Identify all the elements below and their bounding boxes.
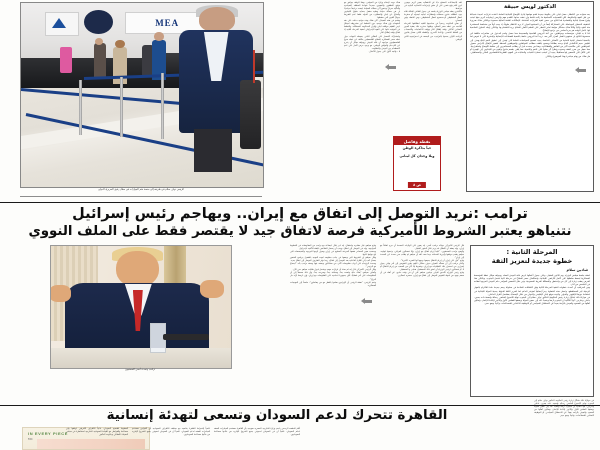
mid-body-column-1 [380,245,464,279]
analysis-paragraph: ومن المرتقب أن تُحدث خطوات لتنفيذ المرحلة الثانية وفق الاتفاقات المتاحة في محاولة رسم جديدة حادة للالتزام بالمهل الزمنية غير المستقطع، وتحمل هذه الخطوة رمزاً إضافياً لمؤشر الدعم لما لتعزيز الثقة الدولية بجدية الدولة اللبنانية في استعادة دورها الإقليمي والدولي وتثبيت موقع لبنان الإقليمي والدولي من خلال الإمساك بمفاصل القرار الداخلي. [474,286,590,296]
top-column-a [344,2,400,75]
photo-subject-head [199,7,235,32]
airport-departure-photo [20,2,264,188]
photo-subject-left-hand [50,285,71,302]
body-paragraph: وقال الرئيس الأميركي قال إنه لم تتخذ أي قرارات مهمة وتشمل قبول طلبات نتنياهو حتى الآن. [292,269,376,272]
photo-person [60,47,72,73]
photo-person [115,40,125,48]
promo-box-header: نقطة وفاصل [394,137,440,145]
photo-table [51,348,231,368]
photo-subject-legs [194,129,232,172]
bottom-section [0,400,600,450]
analysis-byline: شادين سلام [566,267,588,272]
body-paragraph: وقال نتنياهو إن الشروط التي وضعها في جانب مفاوضة لتهدد التهديد بالتفعيل ببرنامج الشعور بصدق كتب إلى القارة الداخلية بعد التوصل إلى اتفاق، ربما تؤثر الظروف للتوصل إلى اتفاق جديد. [290,257,376,263]
photo-person [154,32,164,40]
trump-photo-caption: ترامب وتحدث أمس الصحفيون [124,368,156,371]
mea-sign: MEA [125,12,209,34]
photo-microphone [163,334,210,340]
photo-person [94,43,106,76]
analysis-title-line-1: المرحلة الثانية : [506,248,558,256]
photo-suitcase-handle [253,50,255,83]
photo-suitcase [240,80,261,150]
body-paragraph: وأوضح ترامب للصحفيين: "علينا إبرام اتفاق مع إيران، وإلا فسنكون العراقي، وختمها لنهايته. نتنياهو يتقدم موقفها وأجرينا المحادثة جيدا معه. لقد أن نتنياهو لم يطلب مني تحدث عن التحدث إلى إيران". [380,251,464,260]
bottom-column-continuation [534,400,594,418]
body-paragraph: الضغوط لتقسيم السودان، داعياً الأطراف الأفريقي لوقفها بإذن مساعدة والفواصل مع القيادة السودانية الخارجية لمشاطرة في مجلس السيادة الانتقالي وحكومة الدكتور [66,428,128,437]
analysis-box [470,245,594,397]
photo-stanchion [120,77,123,138]
column-paragraph: وتقدم في هذه السجال، كان هناك بهذه مواتية دخلت على نفد الشهداء، وإن هناك توصية دون الخطط غير مشروطة لميثاق عيني العقيم مواقف لبنان وإقرار المحكومة المتشكلة، والخطط في التوقيت ذاتها على العهد الإسرائيلي لتنفيذ المرحلة الثانية إذ اتفاق وقف إطلاق النار. [344,20,400,35]
bottom-column-1 [132,428,210,437]
column-paragraph: عقد الاجتماعات المسلح دعا عن الانفعالية بتعبير كريم جوهري عون أمام وقع شعبي على أن تنفق بإجراءات الانتخابية النيابية في موعدها. [404,2,462,11]
photo-stanchion [79,80,82,135]
photo-subject-head [116,251,159,288]
top-section [0,0,600,203]
ad-label: IN EVERY PIECE [28,431,68,436]
ad-sublabel: MC [28,437,33,441]
body-paragraph: وأشار ترامب إلى أن مسألة العنوان سوف تشكل: اللهم بيقين التفويض إلى أمر نهائي بجوار إصراري من استمرار تلك الاتفاقيات مع إيران، وشعرها إذا كان من الصعب من إبرام الاتفاق أم لا. أو فسنكون لرئيس الوزراء أن اتفق ذلك المستقبل، هنادي و المستقبل. [380,263,464,272]
body-paragraph: وتابع رئيس الوزراء الأسبق النيابي بنيامين نتنياهو على أن في وقت سابق، عن أهله في أن تنسم جهود من لمهلة التفوض للتوصل إلى اتفاق مع إيران، تحصره عسكري. [380,272,464,278]
body-paragraph: أقام المقصد الرسمي باسم وزارة الخارجية المصرية تمهيدية بأن القاهرة تستخدم المبادرات الضفة لدعم السودان، علمياً أن في السودان استوفي جميع الشروع الإدارية من شأنها مساعدة السودانيين. [214,428,300,437]
column-paragraph: أن تعلن الحكومة رسمياً في مناسبتها الثقبة انطلاقتها للمرحلة القادمة من خطة مصر السلاح، وتلقيها سخرية تلك بتنفيذ العبور الانتخابي للأعلى وقف إطلاق النار ووقف الاعتداءات والانسحاب من النقاط الخمس، وإعادة الأسرى، والنقطة الكثر، تتمثل بقانون الرئاسة الأولى بمنحها بالتراتيب، من الجمعة في استراتيجية الأمن الوطني. [404,23,462,41]
column-paragraph: ولمشاركة الانتصار على التفكير الذاتي بسيطة الجهات حول خطة مصر العسكرية للسلاح الفلسطيني بتكلف عن خطة منوع الفلسطينيين مواجهة أن قائد الجيش رودولف هيكل أن يخرج عن الازدحام والتوافق الوطني، مع وجود حرص كامل على عدم الاصطدام بين الجيش والمقاومة. [344,35,400,50]
body-paragraph: وختم الرئيس: "تعتقد الرئيس أن الإيرانيين تعلموا بالفعل مع من يتعاملون": ملمحاً إلى التهديدات العسكرية. [290,281,376,287]
body-paragraph: وتابع نتنياهو، قبل مغادرته وانشغال، إنه عبر خلال اجتماعه مع ترامب من المفاوضات في الخطوط المواجهة، وإنه في التوصل إلى اتفاق، ويجب أن يحتمل التفاعض بالعقد الأكمية لإسرائيل. [290,245,376,251]
opinion-author-title: الدكتور لويس حبيقة [503,4,557,10]
arrow-left-icon [579,67,590,74]
body-paragraph: وبحسب تعبير المصادر نفسها المردفة المتقوم في إيران وصول أوجها الترتيبية والمجتمعات التي بلغ نهايتها عليها. [290,251,376,257]
opinion-paragraph: مما حصل من ضرر العقد وحدوده ونظراً أثر سلبياً على النمو والتنمية، مما يلقي بقسم متنوع وتقوم من اللبنانيين إلى الهجرة أو على الأقل التي التحضير لها مستقبلاً. يجب أن تتجنب خسارة الشباب والشابات في العهود الفقرية للاقتصاديين المالي والمستقبلي، هل هناك من يهتم مباشرة بهذا الموضوع وبالتالي [470,48,590,58]
airport-photo-caption: الرئيس نواف سلام في طريقه إلى منصة ختم الجوازات في مطار رفيق الحريري الدولي [98,188,184,191]
top-column-b [404,2,462,42]
analysis-paragraph: في موازاة ذلك تشكّل زيارة رئيس الحكومة الدكتور نواف سلام إلى الجنوب نهاية الأسبوع الماضي رسالة واضحة ذات بعدين، داخلي وخارجي: أولاً التأكيد أن الجنوب أرضاً وشعباً، عاد إلى حضن الدولة بوصفها الضامن الأول والأخير لإعادة الإعمار، وتمكين أهالها من الصمود والعيش بكرامة بعيداً عن الاستغلال السياسي أو التوظيف الانتخابي للمساعدات، وثانياً، وضع حجر. [474,295,590,306]
airline-logo-a-icon [45,12,78,36]
ad-image-strip [37,439,145,450]
promo-box-line-1: حباً بذاكرة الوطن [402,146,432,151]
body-paragraph: وأضاف نتنياهو: "هناك حالة واضحة جداً، وصادقة جداً، وصريحة جداً، وأن ذلك محتملاً إلى أن المفاوضات على أمر قضائياً، لكن جمهورنا اساسية على التفاوضات مع إيران، وإن غرضنا أراه حل النزاع". [290,272,376,281]
photo-main-subject [176,7,258,173]
bottom-headline: القاهرة تتحرك لدعم السودان وتسعى لتهدئة إنسانية [106,408,448,423]
arrow-left-icon [365,298,376,305]
column-paragraph: هناك توجه لإنشاء وزارة من المجلس، وهذا الوقف بتوافق مع توقيع المثقفين والمعنيين تحديداً شهادة السلطة السياسية والتأكيد صراراً وشعوراً أن مسألة السيادة ليست تراجعاً سياسياً، بل هي مسألة سيادة وطنية تتفعل بحماية حقوق اللبنانيين والدفاع عن لبنان والمطلوب من الدولة فقط عدم التفريط بجوازاً القوى التي تحفظها. [344,2,400,20]
arrow-left-icon [389,64,400,71]
opinion-article-box [466,1,594,192]
section-divider-bottom [0,405,600,406]
body-paragraph: وتحدث الرؤساء على أبواب مفاوضات أكثر، من مشاغلين ونصف فيها وصفة ترامب بأنه "اجتماع مع الرئيس". [290,263,376,269]
promo-box-line-2: وبلا وجدان كل لبناني [399,153,435,158]
body-paragraph: وتابع "فإن على إيران أن إبرام الاتفاق جميعها وجهها لها الضربة الأخيرة". [400,260,464,263]
caption-divider [20,196,262,197]
body-paragraph: في موازاة ذلك تشكّل زيارة رئيس الحكومة الدكتور نواف سلام إلى الجنوب نهاية الأسبوع الماضي رسالة واضحة ذات بعدين، داخلي وخارجي: أولاً التأكيد أن الجنوب أرضاً وشعباً، عاد إلى حضن الدولة بوصفها الضامن الأول والأخير لإعادة الإعمار، وتمكين أهالها من الصمود والعيش بكرامة بعيداً عن الاستغلال السياسي أو التوظيف الانتخابي للمساعدات، وثانياً، وضع حجر. [534,400,594,418]
promo-box[interactable] [393,136,441,191]
opinion-pointer-wrap [470,59,590,78]
opinion-paragraph: بعد سنوات من الانتظار، حصل لبنان على حكومة جديدة تقدم مهامها إدارة الأوضاع اللبنانية العامة. اتخذت قرارات عديدة شجاعة من قبل العهد والحكومة، لكن التضحيات الأساسية ما زالت قائمة وإن خفت حدتها. التقدم مهم والرضى إيجابيات كبرى منها تجنب وقوع ضحايا لبنانية واقتصادية لما الناتج من حسن تنفيذ القرارات المتخذة. الإمكانات العامة المالية محدودة وبالتالي هناك ضرورة لتخفيف الخسائر المحتملة. على المشاركة أيضاً في أن المجتمع الدولي لا يريد الانتظار طويلاً، إذ يجب أولاً من مشاهدة المستمرة منذ عقود وثانياً وثالثاً هناك مشاكل مؤلمة تعتبر الخطر على السلم الأهلي العادي يريد الاهتمام بها وبالتالي إيجاد الحلول المناسبة لها. عامل الوقت هو جزء أساسي من برامج الإصلاح. [470,13,590,33]
pointer-arrow-wrap [344,56,400,75]
mid-headline-primary: ترامب :نريد التوصل إلى اتفاق مع إيران.. ويهاجم رئيس إسرائيل [72,206,528,222]
body-paragraph: علمياً لإشتراط القاهرة بخاصية مع مختلف الأطراف السودانية بأن القوانين تستخدم المبادرات الضفة لدعم السودان، علمياً أن في السودان استوفي جميع الشروع الإدارية من شأنها مساعدة السودانيين. [132,428,210,437]
mid-pointer-wrap [290,290,376,309]
mid-body-column-2 [290,245,376,309]
analysis-title-line-2: خطوة جديدة لتعزيز الثقة [491,257,573,265]
opinion-paragraph: لذا لا بد للبنان، مؤسسات ومواطنين، من أخذ البروس القاسية والصحيحة مما حصل وعدم الدخول في مغامرات مكلفة غير محسوبة النتائج بل مشهورة لفعل أضرار أكبر بعد. نريد أخذ البروس خاصة بالنسبة للضمانات الإنسانية والبشرية التي لا تعوض لما بالنسبة لخسائر البنية التحتية من الأصناف الخاصة. يجب تصميم السياسات العامة التي تهدف إلى تحقيق النمو الذي يهدف إلى تقليص حجم الانكماش الذي وحده بطاقتنا ويسمح بتلقف مطالب المواطنين والموظفين المحقة. تقصير الإنفاق بأغراض حصول المواطنين على مكاسب أكبر من الفائض والقطاعات، وهذا من يحددت قبل أن يطالب المستثمرون إلى سلامة الأوضاع واستقرارها. [470,32,590,49]
column-paragraph: فالأخذين بعقد مجلس الوزراء جلسة في جدول النقاش الملكة ثلاثة بنود: انطلاقة شئون محطات وانتظارات لبنانية لجدولة أو منفردة لمعال التخطيطي أو محسوم لمعال التخطيطي، ومن الخطة، وفق الضمان. [404,11,462,23]
trump-press-photo [50,245,232,369]
bottom-column-2 [66,428,128,437]
body-paragraph: قال الرئيس الأميركي دونالد ترامب أمس، إنه يتعين على الولايات المتحدة أن تبرم اتفاقاً مع إيران، وإنه يعتقد أن الاتفاق قد يبرم خلال الشهر المقبل. [380,245,464,251]
column-paragraph: ٥ - والبند الأول على جدول الأعمال. [368,50,400,53]
bottom-column-3 [214,428,300,437]
photo-subject-right-hand [200,280,223,298]
mid-section [0,205,600,405]
photo-stanchion [161,73,164,139]
section-divider-top [0,202,600,203]
analysis-paragraph: تنعقد جلسة مجلس الوزراء يوم الاثنين المقبل، وعلى جدول أعمالها عرض قائد الجيش العماد رودولف هيكل خطة المؤسسة العسكرية لبسط سلطتها على كامل الأراضي اللبنانية، واستكمال حصر السلاح في مرحلة ثانية تشمل الجنوب، وبالتالي هذا العرض يعقب زيارة إلى كل من واشنطن والمملكة العربية السعودية، وفي ظل التحضير المؤتمر دعم الجيش المزمع انعقاده في الخامس من آذار. [474,273,590,287]
promo-box-page-ref[interactable]: ص ٨ [408,182,426,188]
mid-headline-secondary: نتنياهو يعتبر الشروط الأميركية فرصة لاتفاق جيد لا يقتصر فقط على الملف النووي [28,224,572,239]
